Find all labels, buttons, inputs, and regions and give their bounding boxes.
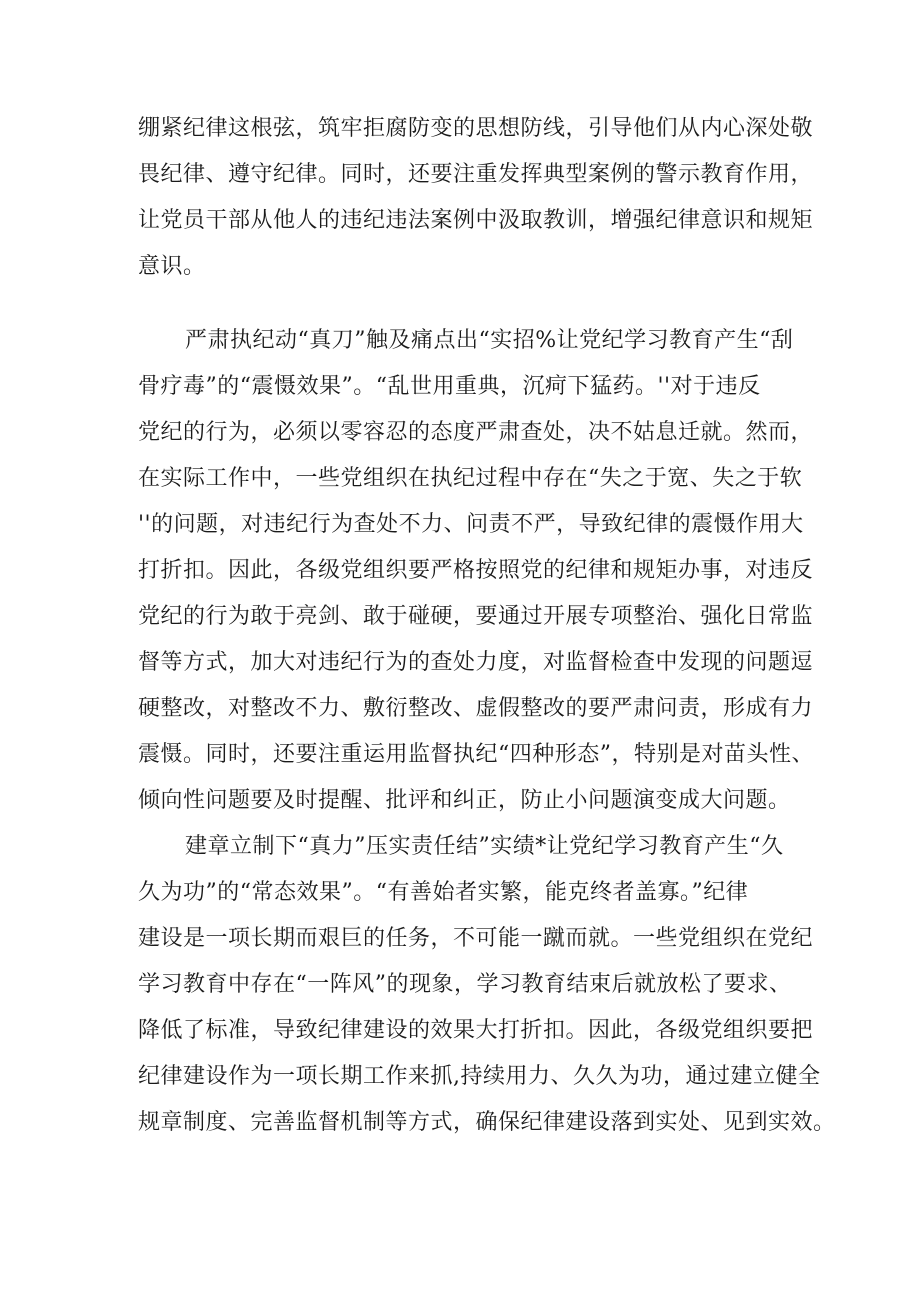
paragraph-line: 党纪的行为敢于亮剑、敢于碰硬，要通过开展专项整治、强化日常监 [138,604,814,629]
paragraph-line: 久为功”的“常态效果”。“有善始者实繁，能克终者盖寡。”纪律 [138,880,749,905]
paragraph-line: 纪律建设作为一项长期工作来抓,持续用力、久久为功，通过建立健全 [138,1064,821,1089]
paragraph-line: ''的问题，对违纪行为查处不力、问责不严，导致纪律的震慑作用大 [138,512,804,537]
paragraph-line: 让党员干部从他人的违纪违法案例中汲取教训，增强纪律意识和规矩 [138,208,814,233]
paragraph-line: 降低了标准，导致纪律建设的效果大打折扣。因此，各级党组织要把 [138,1018,814,1043]
paragraph-line: 打折扣。因此，各级党组织要严格按照党的纪律和规矩办事，对违反 [138,558,814,583]
paragraph-line: 建设是一项长期而艰巨的任务，不可能一蹴而就。一些党组织在党纪 [138,926,814,951]
paragraph-line: 规章制度、完善监督机制等方式，确保纪律建设落到实处、见到实效。 [138,1110,836,1135]
paragraph-line: 震慑。同时，还要注重运用监督执纪“四种形态”，特别是对苗头性、 [138,742,814,767]
paragraph-line: 在实际工作中，一些党组织在执纪过程中存在“失之于宽、失之于软 [138,466,803,491]
paragraph-line: 骨疗毒”的“震慑效果”。“乱世用重典，沉疴下猛药。''对于违反 [138,374,761,399]
paragraph-line: 绷紧纪律这根弦，筑牢拒腐防变的思想防线，引导他们从内心深处敬 [138,116,814,141]
paragraph-line: 党纪的行为，必须以零容忍的态度严肃查处，决不姑息迁就。然而， [138,420,814,445]
paragraph-line: 意识。 [138,254,206,279]
paragraph-line: 督等方式，加大对违纪行为的查处力度，对监督检查中发现的问题逗 [138,650,814,675]
paragraph-line: 严肃执纪动“真刀”触及痛点出“实招%让党纪学习教育产生“刮 [185,328,794,353]
paragraph-line: 畏纪律、遵守纪律。同时，还要注重发挥典型案例的警示教育作用， [138,162,814,187]
paragraph-line: 倾向性问题要及时提醒、批评和纠正，防止小问题演变成大问题。 [138,788,791,813]
paragraph-line: 硬整改，对整改不力、敷衍整改、虚假整改的要严肃问责，形成有力 [138,696,814,721]
paragraph-line: 学习教育中存在“一阵风”的现象，学习教育结束后就放松了要求、 [138,972,792,997]
paragraph-line: 建章立制下“真力”压实责任结”实绩*让党纪学习教育产生“久 [185,834,784,859]
